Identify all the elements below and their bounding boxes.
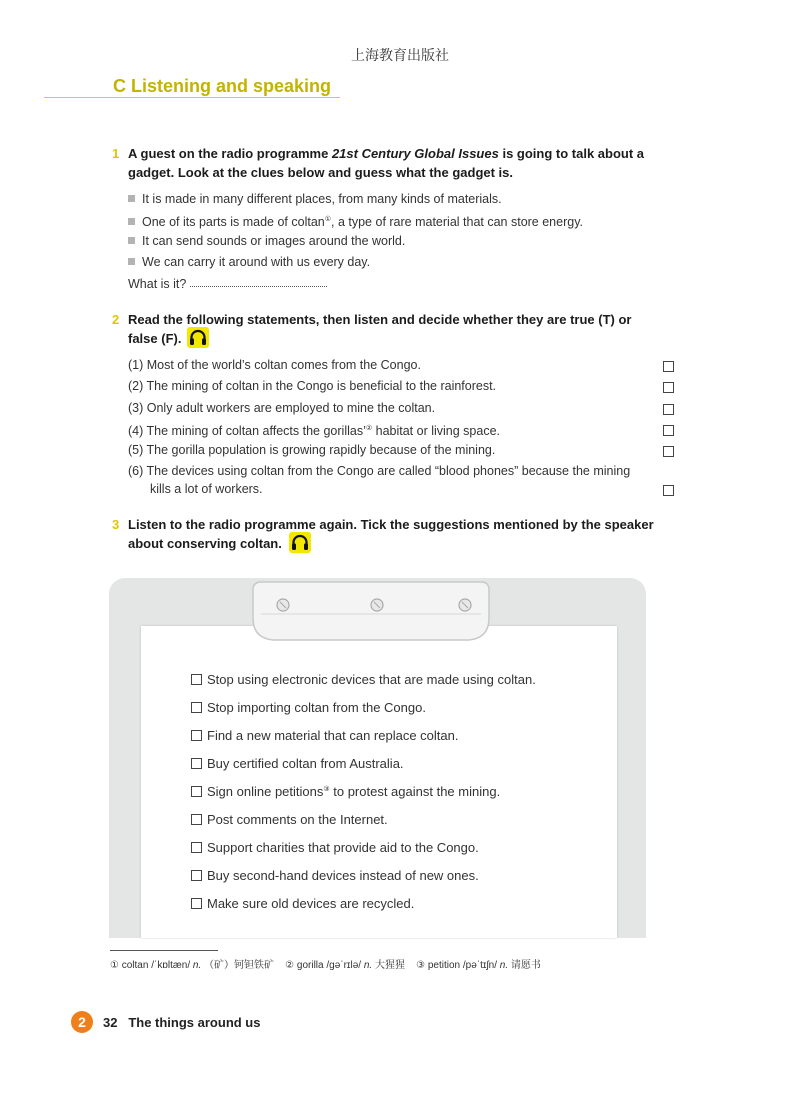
suggestion-checkbox[interactable] [191,814,202,825]
question-1-prompt [128,144,644,182]
q1-prompt-line2: gadget. Look at the clues below and guess what the gadget is. [128,165,514,180]
statement-5: (5) The gorilla population is growing rapidly because of the mining. [128,443,496,457]
suggestion-6: Post comments on the Internet. [191,812,388,827]
tf-checkbox-5[interactable] [663,446,674,457]
suggestion-3: Find a new material that can replace coltan. [191,728,458,743]
statement-3: (3) Only adult workers are employed to mine the coltan. [128,401,436,415]
bullet-icon [128,195,135,202]
section-underline [44,97,340,98]
suggestion-8: Buy second-hand devices instead of new ones. [191,868,479,883]
footnote-ref-1: ① [324,216,332,223]
answer-blank[interactable] [190,286,327,287]
statement-1: (1) Most of the world’s coltan comes from the Congo. [128,358,421,372]
bullet-icon [128,258,135,265]
section-title: C Listening and speaking [113,76,332,96]
q1-prompt-part-a: A guest on the radio programme [128,146,332,161]
q1-prompt-part-b: is going to talk about a [498,146,645,161]
statement-4: (4) The mining of coltan affects the gorillas’② habitat or living space. [128,424,500,438]
clue-2: One of its parts is made of coltan①, a type of rare material that can store energy. [128,211,583,231]
suggestion-4: Buy certified coltan from Australia. [191,756,404,771]
publisher-name: 上海教育出版社 [351,48,449,64]
suggestion-9: Make sure old devices are recycled. [191,896,414,911]
suggestion-checkbox[interactable] [191,758,202,769]
question-2-prompt: Read the following statements, then listen and decide whether they are true (T) or false (F). [128,312,632,346]
tf-checkbox-6[interactable] [663,485,674,496]
unit-number-badge: 2 [71,1011,93,1033]
unit-title: The things around us [128,1015,261,1030]
question-2-number: 2 [112,312,120,327]
q1-programme-name: 21st Century Global Issues [331,146,499,161]
headphones-icon [187,327,209,348]
clue-3: It can send sounds or images around the world. [128,232,405,250]
suggestion-checkbox[interactable] [191,730,202,741]
tf-checkbox-4[interactable] [663,425,674,436]
clipboard-clip [247,580,495,644]
statement-6-line2: kills a lot of workers. [150,482,263,496]
bullet-icon [128,218,135,225]
suggestion-checkbox[interactable] [191,870,202,881]
suggestion-checkbox[interactable] [191,898,202,909]
headphones-icon [289,532,311,553]
suggestion-checkbox[interactable] [191,702,202,713]
page-number: 32 [103,1015,118,1030]
bullet-icon [128,237,135,244]
suggestion-7: Support charities that provide aid to the Congo. [191,840,479,855]
statement-2: (2) The mining of coltan in the Congo is beneficial to the rainforest. [128,379,497,393]
suggestion-checkbox[interactable] [191,674,202,685]
suggestion-checkbox[interactable] [191,842,202,853]
tf-checkbox-1[interactable] [663,361,674,372]
tf-checkbox-3[interactable] [663,404,674,415]
question-3-number: 3 [112,517,120,532]
suggestion-1: Stop using electronic devices that are made using coltan. [191,672,536,687]
suggestion-checkbox[interactable] [191,786,202,797]
suggestion-2: Stop importing coltan from the Congo. [191,700,426,715]
statement-6: (6) The devices using coltan from the Congo are called “blood phones” because the mining [128,464,631,478]
tf-checkbox-2[interactable] [663,382,674,393]
question-3-prompt: Listen to the radio programme again. Tick the suggestions mentioned by the speaker about conserving coltan. [128,517,654,551]
footnote-ref-2: ② [365,425,373,432]
page-footer [103,1015,260,1030]
clue-4: We can carry it around with us every day. [128,253,370,271]
question-1-number: 1 [112,146,120,161]
clue-1: It is made in many different places, from many kinds of materials. [128,190,502,208]
suggestion-5: Sign online petitions③ to protest against the mining. [191,784,500,799]
footnote-rule [110,950,218,951]
answer-line: What is it? [128,275,327,293]
footnotes: ① coltan /ˈkɒltæn/ n. （矿）钶钽铁矿 ② gorilla /ɡəˈrɪlə/ n. 大猩猩 ③ petition /pəˈtɪʃn/ n. 请愿书 [110,960,541,971]
footnote-ref-3: ③ [323,786,330,793]
